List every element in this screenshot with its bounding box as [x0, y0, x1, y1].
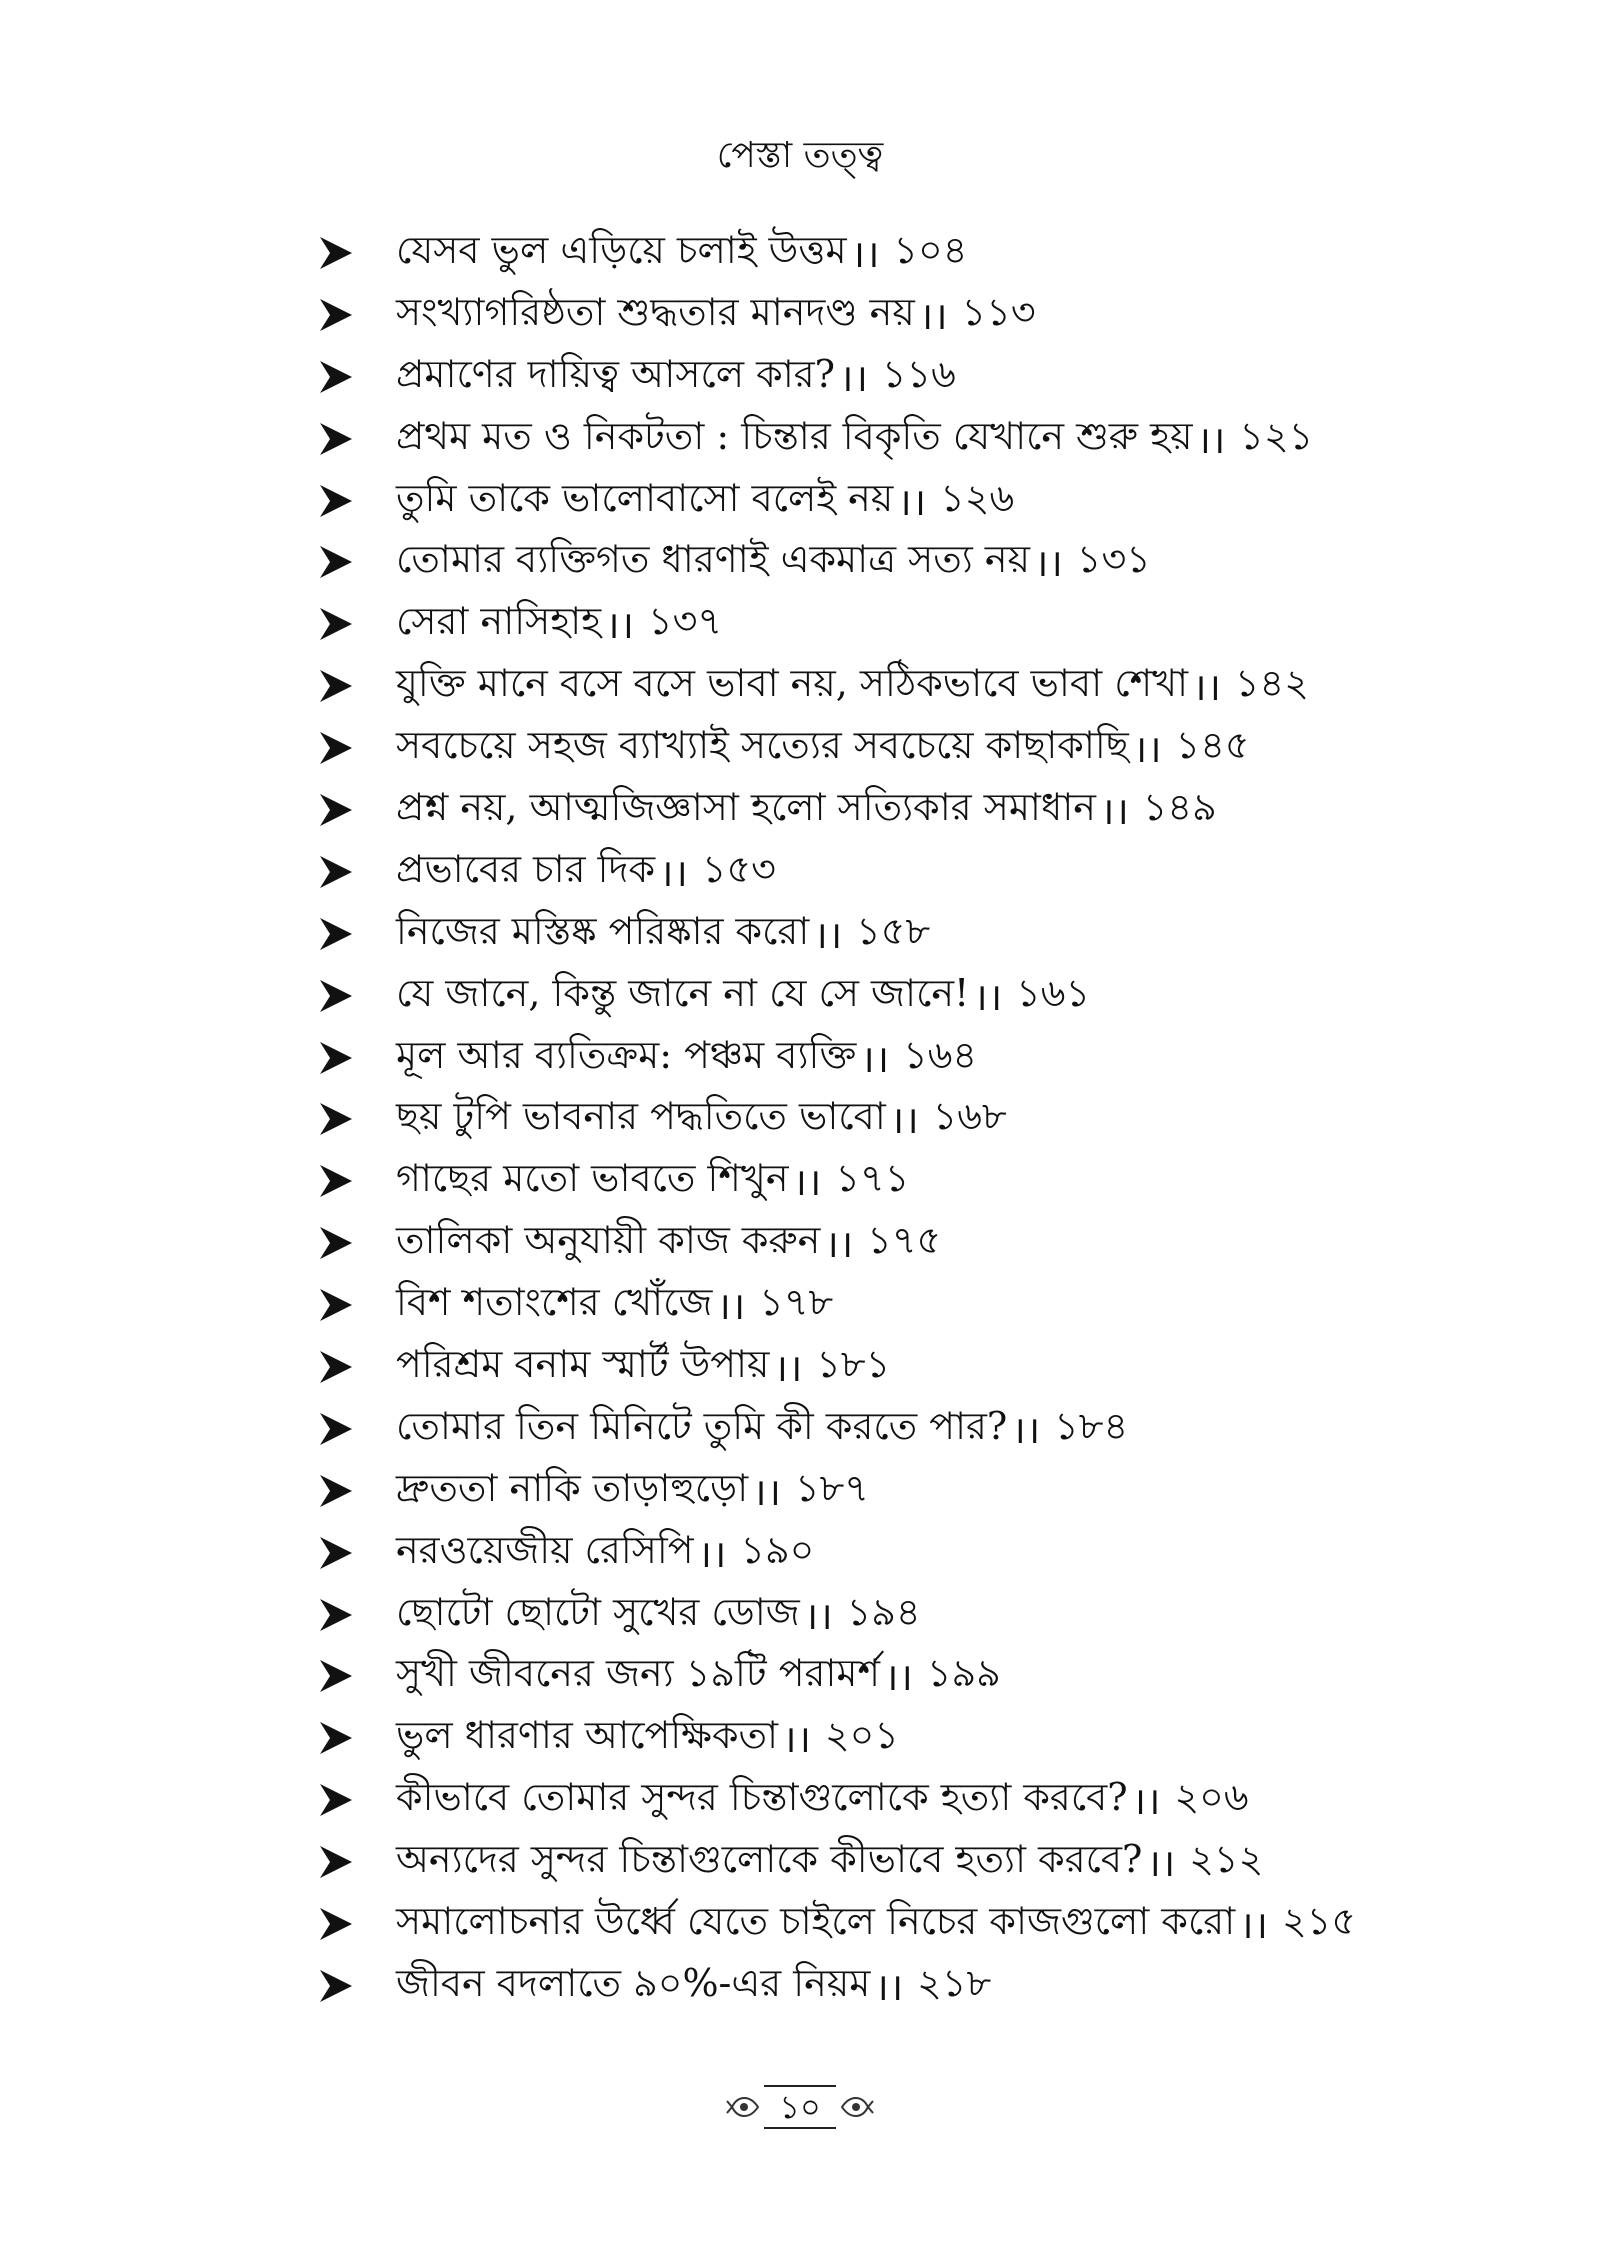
toc-entry-title: নিজের মস্তিষ্ক পরিষ্কার করো	[396, 908, 810, 953]
page-header: পেস্তা তত্ত্ব	[716, 135, 884, 176]
toc-entry-title: পরিশ্রম বনাম স্মার্ট উপায়	[396, 1341, 770, 1386]
toc-entry-page: ২১৮	[917, 1960, 992, 2005]
arrowhead-bullet-icon	[318, 1411, 354, 1447]
toc-entry-title: তোমার ব্যক্তিগত ধারণাই একমাত্র সত্য নয়	[396, 537, 1030, 582]
arrowhead-bullet-icon	[318, 1597, 354, 1633]
toc-separator: ।।	[1011, 1407, 1041, 1452]
toc-entry-page: ১৫৩	[701, 846, 776, 891]
floral-ornament-icon	[726, 2087, 760, 2127]
arrowhead-bullet-icon	[318, 1906, 354, 1942]
toc-entry	[318, 1027, 1568, 1089]
toc-entry-page: ১৬১	[1016, 970, 1091, 1015]
toc-entry-title: সবচেয়ে সহজ ব্যাখ্যাই সত্যের সবচেয়ে কাছাকাছি	[396, 723, 1129, 768]
toc-entry	[318, 841, 1568, 903]
toc-separator: ।।	[813, 912, 843, 957]
toc-separator: ।।	[860, 1036, 890, 1081]
arrowhead-bullet-icon	[318, 359, 354, 395]
toc-entry-page: ১২৬	[940, 475, 1015, 520]
toc-separator: ।।	[918, 293, 948, 338]
toc-entry	[318, 222, 1568, 284]
toc-entry-title: ছোটো ছোটো সুখের ডোজ	[396, 1589, 800, 1634]
toc-entry-title: সেরা নাসিহাহ	[396, 599, 602, 644]
toc-entry-page: ১২১	[1239, 413, 1314, 458]
arrowhead-bullet-icon	[318, 1101, 354, 1137]
toc-entry	[318, 1584, 1568, 1646]
toc-entry-page: ১৪৯	[1142, 784, 1217, 829]
arrowhead-bullet-icon	[318, 1720, 354, 1756]
toc-separator: ।।	[605, 603, 634, 648]
toc-separator: ।।	[752, 1469, 781, 1514]
toc-entry-page: ১১৩	[961, 289, 1036, 334]
toc-entry	[318, 1460, 1568, 1522]
arrowhead-bullet-icon	[318, 978, 354, 1014]
toc-entry-title: প্রভাবের চার দিক	[396, 846, 656, 891]
toc-entry	[318, 1831, 1568, 1893]
toc-separator: ।।	[1132, 727, 1162, 772]
toc-separator: ।।	[659, 850, 688, 895]
arrowhead-bullet-icon	[318, 1225, 354, 1261]
arrowhead-bullet-icon	[318, 854, 354, 890]
toc-separator: ।।	[973, 974, 1003, 1019]
toc-entry	[318, 779, 1568, 841]
toc-entry-title: তুমি তাকে ভালোবাসো বলেই নয়	[396, 475, 894, 520]
toc-entry-title: ভুল ধারণার আপেক্ষিকতা	[396, 1713, 779, 1758]
toc-entry-title: নরওয়েজীয় রেসিপি	[396, 1527, 694, 1572]
toc-separator: ।।	[1099, 788, 1129, 833]
toc-entry	[318, 1150, 1568, 1212]
arrowhead-bullet-icon	[318, 1968, 354, 2004]
arrowhead-bullet-icon	[318, 1473, 354, 1509]
page-number: ১০	[764, 2085, 836, 2129]
toc-separator: ।।	[1239, 1902, 1268, 1947]
toc-separator: ।।	[889, 1098, 919, 1143]
toc-entry-page: ২১২	[1189, 1837, 1264, 1882]
toc-entry-title: প্রথম মত ও নিকটতা : চিন্তার বিকৃতি যেখানে শুরু হয়	[396, 413, 1193, 458]
toc-entry	[318, 1398, 1568, 1460]
toc-entry-title: দ্রুততা নাকি তাড়াহুড়ো	[396, 1465, 749, 1510]
toc-separator: ।।	[697, 1531, 727, 1576]
arrowhead-bullet-icon	[318, 1844, 354, 1880]
toc-entry-title: তোমার তিন মিনিটে তুমি কী করতে পার?	[396, 1403, 1008, 1448]
toc-separator: ।।	[1196, 417, 1226, 462]
toc-entry-title: তালিকা অনুযায়ী কাজ করুন	[396, 1218, 821, 1263]
toc-entry	[318, 1088, 1568, 1150]
arrowhead-bullet-icon	[318, 544, 354, 580]
toc-entry	[318, 1893, 1568, 1955]
toc-entry-page: ১০৪	[893, 227, 968, 272]
toc-separator: ।।	[897, 479, 927, 524]
arrowhead-bullet-icon	[318, 1782, 354, 1818]
toc-separator: ।।	[850, 231, 880, 276]
toc-entry	[318, 903, 1568, 965]
toc-separator: ।।	[874, 1964, 904, 2009]
toc-entry	[318, 1522, 1568, 1584]
toc-entry-page: ১৭১	[835, 1156, 910, 1201]
arrowhead-bullet-icon	[318, 1658, 354, 1694]
toc-entry-title: সংখ্যাগরিষ্ঠতা শুদ্ধতার মানদণ্ড নয়	[396, 289, 915, 334]
arrowhead-bullet-icon	[318, 730, 354, 766]
arrowhead-bullet-icon	[318, 792, 354, 828]
toc-entry	[318, 1707, 1568, 1769]
toc-separator: ।।	[803, 1593, 833, 1638]
toc-entry-page: ১৮৭	[794, 1465, 869, 1510]
toc-separator: ।।	[716, 1284, 746, 1329]
toc-entry-page: ২১৫	[1281, 1899, 1356, 1943]
toc-separator: ।।	[773, 1345, 803, 1390]
toc-entry-page: ১৭৮	[759, 1280, 834, 1325]
toc-entry-title: যুক্তি মানে বসে বসে ভাবা নয়, সঠিকভাবে ভাবা শেখা	[396, 661, 1189, 706]
toc-entry-title: সুখী জীবনের জন্য ১৯টি পরামর্শ	[396, 1651, 881, 1696]
toc-entry-title: প্রমাণের দায়িত্ব আসলে কার?	[396, 351, 836, 396]
toc-entry-page: ১৯৪	[846, 1589, 921, 1634]
toc-entry-title: যে জানে, কিন্তু জানে না যে সে জানে!	[396, 970, 970, 1015]
toc-entry-page: ১৩৭	[647, 599, 723, 644]
toc-separator: ।।	[1192, 665, 1221, 710]
toc-entry-title: প্রশ্ন নয়, আত্মজিজ্ঞাসা হলো সত্যিকার সমাধান	[396, 784, 1096, 829]
toc-entry	[318, 531, 1568, 593]
toc-separator: ।।	[792, 1160, 822, 1205]
toc-entry	[318, 470, 1568, 532]
arrowhead-bullet-icon	[318, 1287, 354, 1323]
toc-entry-page: ২০১	[824, 1713, 899, 1758]
arrowhead-bullet-icon	[318, 1163, 354, 1199]
toc-entry-title: মূল আর ব্যতিক্রম: পঞ্চম ব্যক্তি	[396, 1032, 857, 1077]
arrowhead-bullet-icon	[318, 483, 354, 519]
toc-entry-title: কীভাবে তোমার সুন্দর চিন্তাগুলোকে হত্যা করবে?	[396, 1775, 1128, 1820]
toc-entry-title: জীবন বদলাতে ৯০%-এর নিয়ম	[396, 1960, 871, 2005]
arrowhead-bullet-icon	[318, 1040, 354, 1076]
toc-entry-title: যেসব ভুল এড়িয়ে চলাই উত্তম	[396, 227, 847, 272]
toc-entry	[318, 593, 1568, 655]
toc-separator: ।।	[884, 1655, 913, 1700]
toc-entry-page: ১৪২	[1234, 661, 1309, 706]
toc-entry-page: ১৩১	[1076, 537, 1151, 582]
toc-entry-title: গাছের মতো ভাবতে শিখুন	[396, 1156, 789, 1201]
toc-entry	[318, 655, 1568, 717]
toc-entry-page: ১৯৯	[926, 1651, 1001, 1696]
toc-entry-page: ১৬৪	[903, 1032, 978, 1077]
toc-entry-title: বিশ শতাংশের খোঁজে	[396, 1280, 713, 1325]
toc-entry-page: ১৫৮	[856, 908, 931, 953]
toc-entry-page: ১৮১	[816, 1341, 891, 1386]
page-footer	[0, 2085, 1600, 2129]
toc-entry	[318, 1212, 1568, 1274]
toc-entry-title: ছয় টুপি ভাবনার পদ্ধতিতে ভাবো	[396, 1094, 886, 1139]
table-of-contents	[318, 222, 1568, 2017]
arrowhead-bullet-icon	[318, 668, 354, 704]
arrowhead-bullet-icon	[318, 916, 354, 952]
arrowhead-bullet-icon	[318, 297, 354, 333]
toc-entry	[318, 408, 1568, 470]
arrowhead-bullet-icon	[318, 1349, 354, 1385]
toc-separator: ।।	[1131, 1779, 1161, 1824]
toc-entry-title: সমালোচনার উর্ধ্বে যেতে চাইলে নিচের কাজগুলো করো	[396, 1899, 1236, 1943]
toc-entry	[318, 717, 1568, 779]
toc-entry	[318, 965, 1568, 1027]
toc-entry	[318, 284, 1568, 346]
toc-entry	[318, 1274, 1568, 1336]
toc-entry	[318, 1336, 1568, 1398]
toc-entry-page: ১১৬	[881, 351, 956, 396]
toc-entry-page: ২০৬	[1174, 1775, 1249, 1820]
toc-entry-page: ১৬৮	[932, 1094, 1007, 1139]
toc-entry	[318, 1769, 1568, 1831]
toc-separator: ।।	[1033, 541, 1063, 586]
toc-separator: ।।	[1146, 1841, 1176, 1886]
toc-separator: ।।	[782, 1717, 811, 1762]
arrowhead-bullet-icon	[318, 606, 354, 642]
arrowhead-bullet-icon	[318, 1535, 354, 1571]
arrowhead-bullet-icon	[318, 421, 354, 457]
toc-entry-title: অন্যদের সুন্দর চিন্তাগুলোকে কীভাবে হত্যা করবে?	[396, 1837, 1143, 1882]
floral-ornament-icon	[840, 2087, 874, 2127]
toc-separator: ।।	[839, 355, 868, 400]
toc-entry-page: ১৮৪	[1054, 1403, 1129, 1448]
toc-entry-page: ১৪৫	[1175, 723, 1250, 768]
toc-entry	[318, 346, 1568, 408]
toc-entry	[318, 1955, 1568, 2017]
toc-separator: ।।	[824, 1222, 854, 1267]
toc-entry-page: ১৯০	[740, 1527, 815, 1572]
toc-entry-page: ১৭৫	[867, 1218, 942, 1263]
arrowhead-bullet-icon	[318, 235, 354, 271]
toc-entry	[318, 1645, 1568, 1707]
